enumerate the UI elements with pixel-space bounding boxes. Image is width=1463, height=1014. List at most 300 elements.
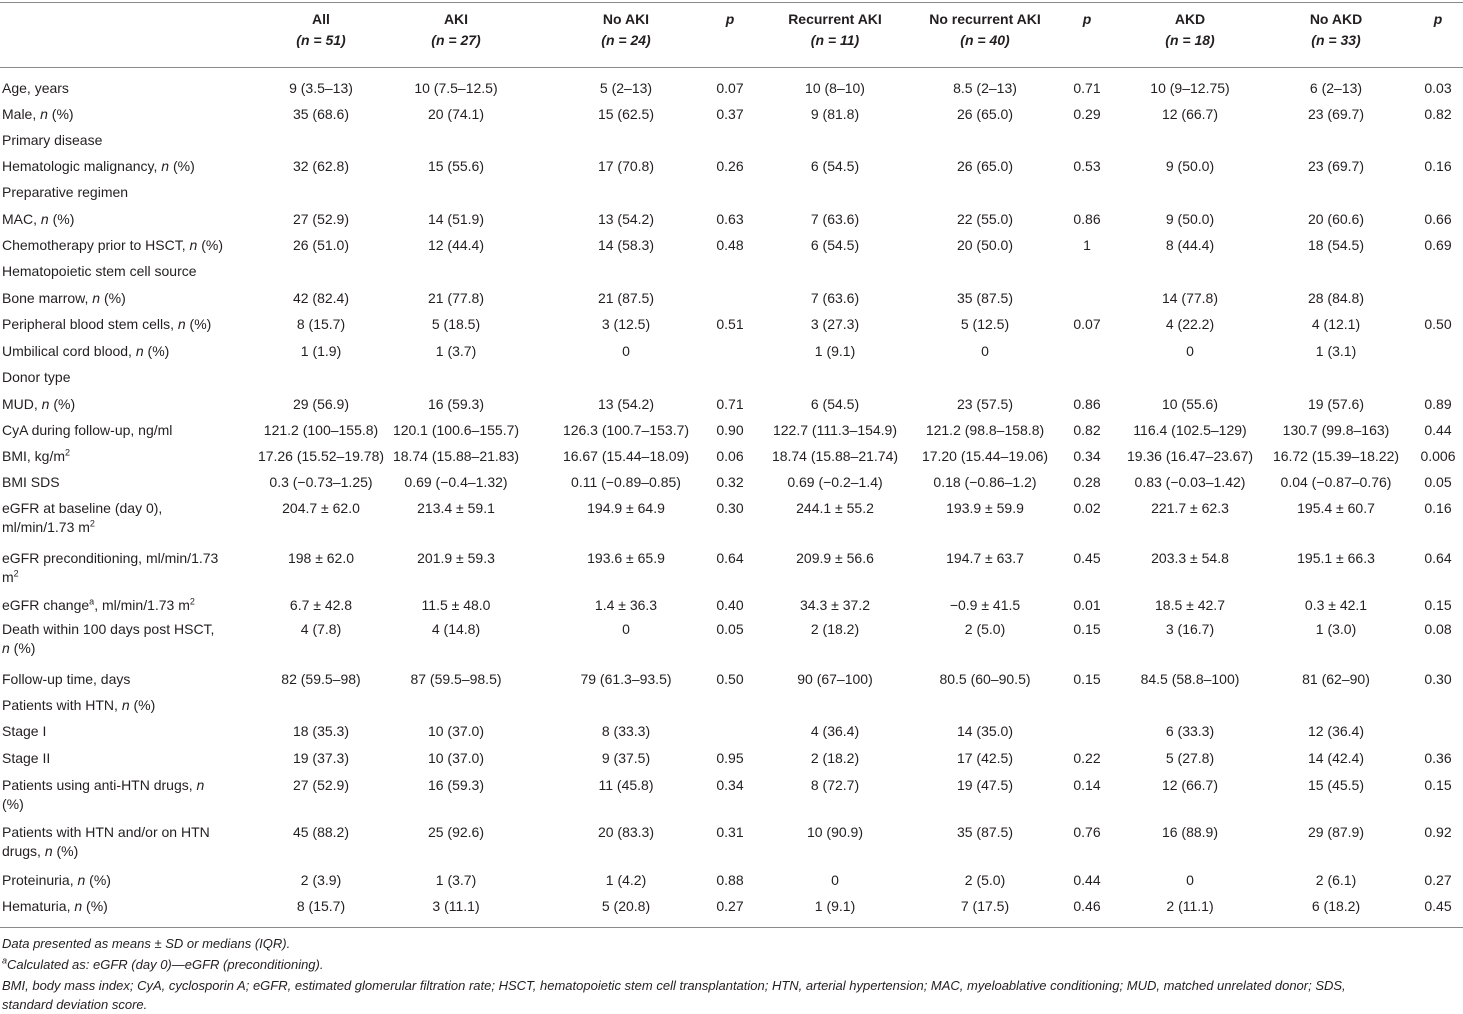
- cell-recurrent-aki: 90 (67–100): [797, 671, 873, 687]
- row-label: [2, 749, 242, 768]
- cell-p-recurrent: 0.76: [1073, 824, 1101, 840]
- cell-no-recurrent-aki: 19 (47.5): [956, 777, 1014, 793]
- cell-aki: 18.74 (15.88–21.83): [392, 448, 520, 464]
- row-label-line1: Patients with HTN and/or on HTN: [2, 824, 210, 840]
- col-header-no-aki: No AKI (n = 24): [601, 11, 651, 48]
- table-row: [0, 368, 1463, 388]
- cell-p-akd: 0.36: [1424, 750, 1452, 766]
- cell-p-akd: 0.64: [1424, 550, 1452, 566]
- row-label-line1: Chemotherapy prior to HSCT, n (%): [2, 237, 223, 253]
- row-label-line1: Primary disease: [2, 132, 103, 148]
- cell-all: 29 (56.9): [292, 396, 350, 412]
- cell-recurrent-aki: 8 (72.7): [810, 777, 860, 793]
- cell-akd: 2 (11.1): [1166, 898, 1214, 914]
- row-label: [2, 499, 242, 537]
- cell-recurrent-aki: 122.7 (111.3–154.9): [772, 422, 898, 438]
- cell-all: 198 ± 62.0: [287, 550, 355, 566]
- cell-all: 32 (62.8): [292, 158, 350, 174]
- cell-p-akd: 0.16: [1424, 158, 1452, 174]
- cell-aki: 213.4 ± 59.1: [417, 500, 495, 516]
- cell-no-aki: 13 (54.2): [597, 211, 655, 227]
- table-row: [0, 749, 1463, 769]
- cell-no-aki: 0: [622, 621, 630, 637]
- cell-aki: 16 (59.3): [427, 777, 485, 793]
- cell-recurrent-aki: 3 (27.3): [810, 316, 860, 332]
- cell-recurrent-aki: 2 (18.2): [810, 750, 860, 766]
- cell-all: 2 (3.9): [300, 872, 342, 888]
- cell-no-recurrent-aki: 7 (17.5): [960, 898, 1010, 914]
- cell-recurrent-aki: 9 (81.8): [810, 106, 860, 122]
- row-label-line1: Hematologic malignancy, n (%): [2, 158, 195, 174]
- table-row: [0, 549, 1463, 589]
- row-label-line1: Age, years: [2, 80, 69, 96]
- row-label: [2, 315, 242, 334]
- cell-no-akd: 18 (54.5): [1307, 237, 1365, 253]
- cell-no-recurrent-aki: 0.18 (−0.86–1.2): [933, 474, 1037, 490]
- col-header-recurrent-aki: Recurrent AKI (n = 11): [788, 11, 882, 48]
- cell-all: 27 (52.9): [292, 777, 350, 793]
- cell-p-akd: 0.08: [1424, 621, 1452, 637]
- cell-aki: 10 (7.5–12.5): [414, 80, 498, 96]
- cell-no-akd: 28 (84.8): [1307, 290, 1365, 306]
- row-label-line1: Hematuria, n (%): [2, 898, 108, 914]
- row-label-line1: Proteinuria, n (%): [2, 872, 111, 888]
- table-row: [0, 105, 1463, 125]
- cell-p-aki: 0.90: [716, 422, 744, 438]
- cell-no-recurrent-aki: −0.9 ± 41.5: [949, 597, 1021, 613]
- cell-p-aki: 0.64: [716, 550, 744, 566]
- row-label: [2, 871, 242, 890]
- cell-no-recurrent-aki: 22 (55.0): [956, 211, 1014, 227]
- row-label-line1: Stage II: [2, 750, 51, 766]
- cell-p-recurrent: 1: [1083, 237, 1091, 253]
- cell-akd: 0: [1186, 343, 1194, 359]
- table-row: [0, 183, 1463, 203]
- cell-p-recurrent: 0.07: [1073, 316, 1101, 332]
- row-label: [2, 236, 242, 255]
- cell-no-aki: 20 (83.3): [597, 824, 655, 840]
- cell-akd: 0.83 (−0.03–1.42): [1134, 474, 1246, 490]
- cell-no-akd: 23 (69.7): [1307, 106, 1365, 122]
- cell-no-aki: 16.67 (15.44–18.09): [562, 448, 690, 464]
- row-label-line2: ml/min/1.73 $m^2$: [2, 518, 95, 535]
- cell-no-aki: 0.11 (−0.89–0.85): [571, 474, 681, 490]
- cell-no-akd: 23 (69.7): [1307, 158, 1365, 174]
- cell-aki: 3 (11.1): [432, 898, 480, 914]
- cell-akd: 221.7 ± 62.3: [1151, 500, 1229, 516]
- cell-no-recurrent-aki: 17.20 (15.44–19.06): [921, 448, 1049, 464]
- row-label-line1: Follow-up time, days: [2, 671, 131, 687]
- cell-no-recurrent-aki: 2 (5.0): [964, 872, 1006, 888]
- cell-p-recurrent: 0.46: [1073, 898, 1101, 914]
- cell-no-akd: 12 (36.4): [1307, 723, 1365, 739]
- cell-no-recurrent-aki: 14 (35.0): [956, 723, 1014, 739]
- cell-recurrent-aki: 7 (63.6): [810, 290, 860, 306]
- cell-recurrent-aki: 244.1 ± 55.2: [796, 500, 874, 516]
- cell-no-recurrent-aki: 26 (65.0): [956, 158, 1014, 174]
- cell-all: 1 (1.9): [300, 343, 342, 359]
- cell-no-akd: 20 (60.6): [1307, 211, 1365, 227]
- cell-no-akd: 195.1 ± 66.3: [1297, 550, 1375, 566]
- cell-p-aki: 0.30: [716, 500, 744, 516]
- footnote-2-marker: a: [2, 955, 8, 966]
- cell-all: 17.26 (15.52–19.78): [257, 448, 385, 464]
- cell-aki: 10 (37.0): [427, 723, 485, 739]
- row-label-line1: Umbilical cord blood, n (%): [2, 343, 170, 359]
- table-row: [0, 897, 1463, 917]
- row-label: [2, 447, 242, 466]
- cell-p-akd: 0.92: [1424, 824, 1452, 840]
- table-row: [0, 776, 1463, 816]
- cell-aki: 1 (3.7): [435, 343, 477, 359]
- cell-p-aki: 0.05: [716, 621, 744, 637]
- table-row: [0, 871, 1463, 891]
- cell-no-aki: 194.9 ± 64.9: [587, 500, 665, 516]
- cell-p-akd: 0.50: [1424, 316, 1452, 332]
- cell-p-aki: 0.50: [716, 671, 744, 687]
- row-label: [2, 596, 242, 615]
- cell-no-recurrent-aki: 80.5 (60–90.5): [939, 671, 1031, 687]
- table-row: [0, 620, 1463, 660]
- table-row: [0, 722, 1463, 742]
- cell-no-recurrent-aki: 121.2 (98.8–158.8): [925, 422, 1045, 438]
- cell-aki: 20 (74.1): [427, 106, 485, 122]
- cell-p-akd: 0.69: [1424, 237, 1452, 253]
- cell-no-akd: 6 (2–13): [1309, 80, 1363, 96]
- cell-recurrent-aki: 10 (90.9): [806, 824, 864, 840]
- row-label-line1: MAC, n (%): [2, 211, 75, 227]
- cell-akd: 14 (77.8): [1161, 290, 1219, 306]
- cell-no-recurrent-aki: 35 (87.5): [956, 824, 1014, 840]
- row-label-line1: eGFR at baseline (day 0),: [2, 500, 163, 516]
- row-label: [2, 776, 242, 814]
- cell-no-recurrent-aki: 2 (5.0): [964, 621, 1006, 637]
- cell-no-akd: 81 (62–90): [1302, 671, 1370, 687]
- cell-aki: 12 (44.4): [427, 237, 485, 253]
- col-header-no-akd: No AKD (n = 33): [1309, 11, 1363, 48]
- col-header-akd: AKD (n = 18): [1165, 11, 1215, 48]
- cell-p-recurrent: 0.15: [1073, 671, 1101, 687]
- footnote-2-text: Calculated as: eGFR (day 0)—eGFR (preconditioning).: [7, 957, 324, 972]
- cell-all: 204.7 ± 62.0: [282, 500, 360, 516]
- cell-p-aki: 0.95: [716, 750, 744, 766]
- table-row: [0, 421, 1463, 441]
- cell-akd: 8 (44.4): [1165, 237, 1215, 253]
- cell-akd: 116.4 (102.5–129): [1133, 422, 1247, 438]
- col-header-p1: p: [725, 11, 735, 27]
- row-label-line2: drugs, n (%): [2, 843, 79, 859]
- cell-p-recurrent: 0.44: [1073, 872, 1101, 888]
- cell-no-akd: 0.3 ± 42.1: [1304, 597, 1368, 613]
- row-label: [2, 549, 242, 587]
- table-row: [0, 236, 1463, 256]
- footnote-2: [2, 955, 1458, 974]
- cell-akd: 5 (27.8): [1165, 750, 1215, 766]
- row-label-line2: $m^2$: [2, 568, 19, 585]
- row-label: [2, 620, 242, 658]
- row-label-line1: Death within 100 days post HSCT,: [2, 621, 215, 637]
- cell-all: 8 (15.7): [296, 898, 346, 914]
- cell-recurrent-aki: 6 (54.5): [810, 158, 860, 174]
- cell-aki: 201.9 ± 59.3: [417, 550, 495, 566]
- cell-p-recurrent: 0.15: [1073, 621, 1101, 637]
- cell-p-akd: 0.03: [1424, 80, 1452, 96]
- cell-akd: 6 (33.3): [1165, 723, 1215, 739]
- cell-no-aki: 0: [622, 343, 630, 359]
- cell-all: 45 (88.2): [292, 824, 350, 840]
- header-rule: [0, 67, 1463, 68]
- cell-no-akd: 1 (3.0): [1315, 621, 1357, 637]
- cell-akd: 9 (50.0): [1165, 211, 1215, 227]
- cell-aki: 15 (55.6): [427, 158, 485, 174]
- footnote-3: BMI, body mass index; CyA, cyclosporin A; eGFR, estimated glomerular filtration rate; HSCT, hematopoietic stem cell transplantation; HTN, arterial hypertension; MAC, myeloablative conditioning; MUD, matched unrelated donor; SDS,: [2, 978, 1346, 993]
- cell-no-aki: 17 (70.8): [597, 158, 655, 174]
- cell-all: 121.2 (100–155.8): [263, 422, 379, 438]
- cell-no-recurrent-aki: 35 (87.5): [956, 290, 1014, 306]
- cell-p-recurrent: 0.29: [1073, 106, 1101, 122]
- cell-no-aki: 13 (54.2): [597, 396, 655, 412]
- cell-aki: 16 (59.3): [427, 396, 485, 412]
- cell-recurrent-aki: 7 (63.6): [810, 211, 860, 227]
- top-rule: [0, 2, 1463, 3]
- cell-p-aki: 0.27: [716, 898, 744, 914]
- row-label: [2, 183, 242, 202]
- table-row: [0, 696, 1463, 716]
- table-row: [0, 79, 1463, 99]
- cell-p-recurrent: 0.01: [1073, 597, 1101, 613]
- cell-p-aki: 0.88: [716, 872, 744, 888]
- cell-p-akd: 0.15: [1424, 597, 1452, 613]
- cell-all: 42 (82.4): [292, 290, 350, 306]
- row-label-line1: BMI, $kg/m^2$: [2, 447, 71, 464]
- cell-no-recurrent-aki: 193.9 ± 59.9: [946, 500, 1024, 516]
- cell-p-aki: 0.07: [716, 80, 744, 96]
- col-header-p3: p: [1433, 11, 1443, 27]
- cell-p-akd: 0.45: [1424, 898, 1452, 914]
- cell-p-akd: 0.006: [1420, 448, 1456, 464]
- cell-aki: 10 (37.0): [427, 750, 485, 766]
- cell-akd: 9 (50.0): [1165, 158, 1215, 174]
- cell-no-aki: 8 (33.3): [601, 723, 651, 739]
- table-row: [0, 670, 1463, 690]
- cell-p-akd: 0.66: [1424, 211, 1452, 227]
- cell-all: 82 (59.5–98): [281, 671, 361, 687]
- cell-no-recurrent-aki: 8.5 (2–13): [953, 80, 1017, 96]
- cell-p-akd: 0.16: [1424, 500, 1452, 516]
- cell-no-aki: 3 (12.5): [601, 316, 651, 332]
- cell-no-akd: 29 (87.9): [1307, 824, 1365, 840]
- cell-p-aki: 0.51: [716, 316, 744, 332]
- cell-no-recurrent-aki: 194.7 ± 63.7: [946, 550, 1024, 566]
- cell-aki: 5 (18.5): [431, 316, 481, 332]
- row-label: [2, 395, 242, 414]
- table-row: [0, 473, 1463, 493]
- cell-no-akd: 15 (45.5): [1307, 777, 1365, 793]
- col-header-aki: AKI (n = 27): [431, 11, 481, 48]
- col-header-no-recurrent-aki: No recurrent AKI (n = 40): [929, 11, 1041, 48]
- cell-recurrent-aki: 1 (9.1): [814, 898, 856, 914]
- row-label-line1: eGFR preconditioning, ml/min/1.73: [2, 550, 219, 566]
- cell-akd: 16 (88.9): [1161, 824, 1219, 840]
- cell-no-recurrent-aki: 5 (12.5): [960, 316, 1010, 332]
- row-label: [2, 696, 242, 715]
- footnote-4: standard deviation score.: [2, 997, 148, 1012]
- row-label-line1: Peripheral blood stem cells, n (%): [2, 316, 212, 332]
- cell-no-akd: 14 (42.4): [1307, 750, 1365, 766]
- row-label: [2, 823, 242, 861]
- row-label: [2, 368, 242, 387]
- cell-no-akd: 16.72 (15.39–18.22): [1272, 448, 1400, 464]
- row-label-line1: BMI SDS: [2, 474, 60, 490]
- cell-no-aki: 14 (58.3): [597, 237, 655, 253]
- cell-aki: 120.1 (100.6–155.7): [392, 422, 520, 438]
- cell-aki: 4 (14.8): [431, 621, 481, 637]
- cell-p-aki: 0.34: [716, 777, 744, 793]
- cell-akd: 4 (22.2): [1165, 316, 1215, 332]
- table-row: [0, 210, 1463, 230]
- cell-p-aki: 0.63: [716, 211, 744, 227]
- cell-all: 27 (52.9): [292, 211, 350, 227]
- cell-p-aki: 0.31: [716, 824, 744, 840]
- cell-all: 35 (68.6): [292, 106, 350, 122]
- cell-no-recurrent-aki: 17 (42.5): [956, 750, 1014, 766]
- cell-p-akd: 0.44: [1424, 422, 1452, 438]
- cell-no-aki: 1.4 ± 36.3: [594, 597, 658, 613]
- cell-recurrent-aki: 6 (54.5): [810, 396, 860, 412]
- row-label: [2, 897, 242, 916]
- cell-no-akd: 0.04 (−0.87–0.76): [1280, 474, 1392, 490]
- cell-no-recurrent-aki: 26 (65.0): [956, 106, 1014, 122]
- cell-p-aki: 0.71: [716, 396, 744, 412]
- row-label-line1: CyA during follow-up, ng/ml: [2, 422, 173, 438]
- table-row: [0, 315, 1463, 335]
- cell-p-recurrent: 0.14: [1073, 777, 1101, 793]
- cell-p-akd: 0.82: [1424, 106, 1452, 122]
- row-label: [2, 79, 242, 98]
- cell-recurrent-aki: 0: [831, 872, 839, 888]
- bottom-rule: [0, 927, 1463, 928]
- cell-p-recurrent: 0.86: [1073, 211, 1101, 227]
- cell-no-aki: 126.3 (100.7–153.7): [562, 422, 690, 438]
- cell-all: 0.3 (−0.73–1.25): [269, 474, 373, 490]
- cell-akd: 203.3 ± 54.8: [1151, 550, 1229, 566]
- row-label: [2, 157, 242, 176]
- row-label: [2, 289, 242, 308]
- cell-recurrent-aki: 10 (8–10): [805, 80, 865, 96]
- row-label: [2, 342, 242, 361]
- cell-all: 18 (35.3): [292, 723, 350, 739]
- row-label-line1: MUD, n (%): [2, 396, 76, 412]
- cell-all: 9 (3.5–13): [289, 80, 353, 96]
- cell-akd: 10 (9–12.75): [1150, 80, 1230, 96]
- cell-p-akd: 0.05: [1424, 474, 1452, 490]
- cell-akd: 3 (16.7): [1165, 621, 1215, 637]
- cell-akd: 18.5 ± 42.7: [1155, 597, 1225, 613]
- row-label: [2, 421, 242, 440]
- cell-p-akd: 0.27: [1424, 872, 1452, 888]
- table-row: [0, 289, 1463, 309]
- row-label: [2, 722, 242, 741]
- cell-aki: 21 (77.8): [427, 290, 485, 306]
- table-row: [0, 823, 1463, 863]
- row-label-line2: n (%): [2, 640, 36, 656]
- table-row: [0, 262, 1463, 282]
- col-header-all: All (n = 51): [296, 11, 346, 48]
- cell-no-aki: 15 (62.5): [597, 106, 655, 122]
- cell-akd: 0: [1186, 872, 1194, 888]
- table-row: [0, 157, 1463, 177]
- cell-p-aki: 0.26: [716, 158, 744, 174]
- cell-no-aki: 5 (20.8): [601, 898, 651, 914]
- table-row: [0, 131, 1463, 151]
- cell-aki: 0.69 (−0.4–1.32): [404, 474, 508, 490]
- table-row: [0, 342, 1463, 362]
- row-label: [2, 262, 242, 281]
- cell-akd: 12 (66.7): [1161, 777, 1219, 793]
- cell-no-aki: 5 (2–13): [599, 80, 653, 96]
- row-label: [2, 105, 242, 124]
- cell-p-recurrent: 0.71: [1073, 80, 1101, 96]
- cell-p-recurrent: 0.82: [1073, 422, 1101, 438]
- row-label-line1: Hematopoietic stem cell source: [2, 263, 197, 279]
- cell-no-aki: 1 (4.2): [605, 872, 647, 888]
- cell-no-aki: 11 (45.8): [598, 777, 654, 793]
- cell-p-aki: 0.40: [716, 597, 744, 613]
- row-label: [2, 210, 242, 229]
- row-label-line1: Patients with HTN, n (%): [2, 697, 156, 713]
- cell-recurrent-aki: 6 (54.5): [810, 237, 860, 253]
- cell-p-akd: 0.89: [1424, 396, 1452, 412]
- row-label-line1: Patients using anti-HTN drugs, n: [2, 777, 205, 793]
- cell-no-aki: 79 (61.3–93.5): [580, 671, 672, 687]
- row-label-line2: (%): [2, 796, 24, 812]
- cell-recurrent-aki: 4 (36.4): [810, 723, 860, 739]
- cell-aki: 25 (92.6): [427, 824, 485, 840]
- cell-akd: 84.5 (58.8–100): [1140, 671, 1240, 687]
- cell-aki: 14 (51.9): [427, 211, 485, 227]
- cell-p-recurrent: 0.45: [1073, 550, 1101, 566]
- col-header-p2: p: [1082, 11, 1092, 27]
- table-row: [0, 395, 1463, 415]
- row-label-line1: Stage I: [2, 723, 47, 739]
- cell-no-recurrent-aki: 20 (50.0): [956, 237, 1014, 253]
- cell-all: 19 (37.3): [292, 750, 350, 766]
- table-row: [0, 596, 1463, 616]
- cell-p-recurrent: 0.22: [1073, 750, 1101, 766]
- cell-no-recurrent-aki: 23 (57.5): [956, 396, 1014, 412]
- cell-aki: 87 (59.5–98.5): [410, 671, 502, 687]
- cell-recurrent-aki: 1 (9.1): [814, 343, 856, 359]
- cell-all: 4 (7.8): [300, 621, 342, 637]
- row-label: [2, 131, 242, 150]
- cell-aki: 11.5 ± 48.0: [421, 597, 491, 613]
- cell-no-aki: 21 (87.5): [597, 290, 655, 306]
- cell-all: 6.7 ± 42.8: [289, 597, 353, 613]
- cell-no-akd: 2 (6.1): [1315, 872, 1357, 888]
- row-label: [2, 670, 242, 689]
- footnote-1: Data presented as means ± SD or medians (IQR).: [2, 936, 291, 951]
- table-row: [0, 447, 1463, 467]
- cell-akd: 12 (66.7): [1161, 106, 1219, 122]
- cell-no-akd: 130.7 (99.8–163): [1282, 422, 1390, 438]
- row-label: [2, 473, 242, 492]
- cell-no-akd: 1 (3.1): [1315, 343, 1357, 359]
- cell-p-akd: 0.15: [1424, 777, 1452, 793]
- cell-akd: 10 (55.6): [1161, 396, 1219, 412]
- cell-p-aki: 0.48: [716, 237, 744, 253]
- cell-no-recurrent-aki: 0: [981, 343, 989, 359]
- row-label-line1: Male, n (%): [2, 106, 74, 122]
